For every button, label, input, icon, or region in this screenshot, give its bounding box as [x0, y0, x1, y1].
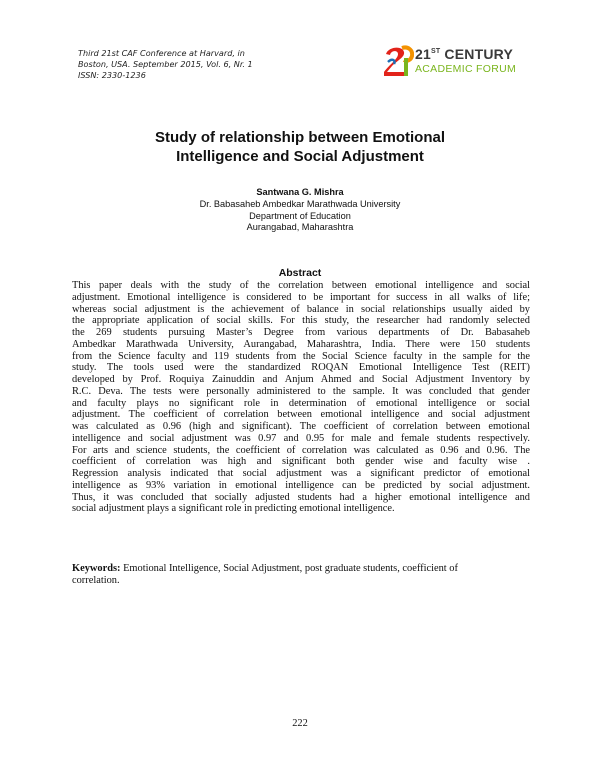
affiliation-line: Dr. Babasaheb Ambedkar Marathwada University: [199, 198, 401, 209]
abstract-line: Regression analysis indicated that social adjustment was a significant predictor of emotional: [72, 468, 530, 479]
conference-line: Boston, USA. September 2015, Vol. 6, Nr. 1: [78, 59, 253, 69]
logo-subtitle: ACADEMIC FORUM: [415, 63, 517, 75]
logo-title: 21ST CENTURY: [415, 46, 513, 62]
affiliation-line: Department of Education: [249, 210, 351, 221]
abstract-line: For arts and science students, the coefficient of correlation was calculated as 0.96 and 0.96. The: [72, 444, 530, 456]
abstract-line: Ambedkar Marathwada University, Aurangabad, Maharashtra, India. There were 150 students: [72, 338, 530, 350]
abstract-body: [72, 280, 530, 515]
affiliation-line: Aurangabad, Maharashtra: [246, 222, 354, 233]
academic-forum-logo: [382, 44, 532, 78]
keywords-line: correlation.: [72, 575, 120, 586]
page-number: 222: [292, 718, 308, 729]
logo-emblem-icon: [382, 44, 414, 78]
keywords-label: Keywords:: [72, 563, 121, 574]
abstract-line: from the Science faculty and 119 students from the Social Science faculty in the sample for the: [72, 350, 530, 362]
abstract-line: adjustment. Emotional intelligence is considered to be important for success in all walks of life;: [72, 291, 530, 303]
abstract-line: intelligence and social adjustment was 0.97 and 0.95 for male and female students respectively.: [72, 432, 530, 444]
conference-line: Third 21st CAF Conference at Harvard, in: [78, 48, 245, 58]
abstract-line: and faculty plays no significant role in determination of emotional intelligence or social: [72, 397, 530, 409]
abstract-line: adjustment. The coefficient of correlation between emotional intelligence and social adjustment: [72, 409, 530, 421]
abstract-line: whereas social adjustment is the achievement of balance in social relationships usually aided by: [72, 303, 530, 315]
issn-line: ISSN: 2330-1236: [78, 70, 146, 80]
abstract-line: was calculated as 0.96 (high and significant). The coefficient of correlation between emotional: [72, 421, 530, 432]
title-line: Intelligence and Social Adjustment: [176, 148, 424, 165]
abstract-line: the appropriate application of social skills. For this study, the researcher had randomly selected: [72, 315, 530, 327]
abstract-line: developed by Prof. Roquiya Zainuddin and Anjum Ahmed and Social Adjustment Inventory by: [72, 374, 530, 385]
abstract-line: coefficient of correlation was high and significant both gender wise and faculty wise .: [72, 456, 530, 468]
author-name: Santwana G. Mishra: [256, 187, 344, 197]
abstract-line: Thus, it was concluded that socially adjusted students had a higher emotional intelligence and: [72, 491, 530, 503]
abstract-line: intelligence as 93% variation in emotional intelligence can be predicted by social adjustment.: [72, 479, 530, 491]
keywords: [72, 563, 530, 587]
keywords-line: [72, 563, 530, 575]
author-block: [100, 187, 500, 234]
keywords-text: Emotional Intelligence, Social Adjustment, post graduate students, coefficient of: [120, 563, 458, 574]
paper-title: [100, 128, 500, 166]
title-line: Study of relationship between Emotional: [154, 129, 446, 146]
abstract-line: social adjustment plays a significant role in predicting emotional intelligence.: [72, 503, 395, 515]
abstract-line: the 269 students pursuing Master’s Degree from various departments of Dr. Babasaheb: [72, 327, 530, 338]
abstract-heading: Abstract: [278, 267, 322, 279]
conference-info: [78, 48, 298, 81]
abstract-line: study. The tools used were the standardized ROQAN Emotional Intelligence Test (REIT): [72, 362, 530, 374]
abstract-line: This paper deals with the study of the correlation between emotional intelligence and social: [72, 280, 530, 291]
abstract-line: R.C. Deva. The tests were personally administered to the sample. It was concluded that gender: [72, 385, 530, 397]
